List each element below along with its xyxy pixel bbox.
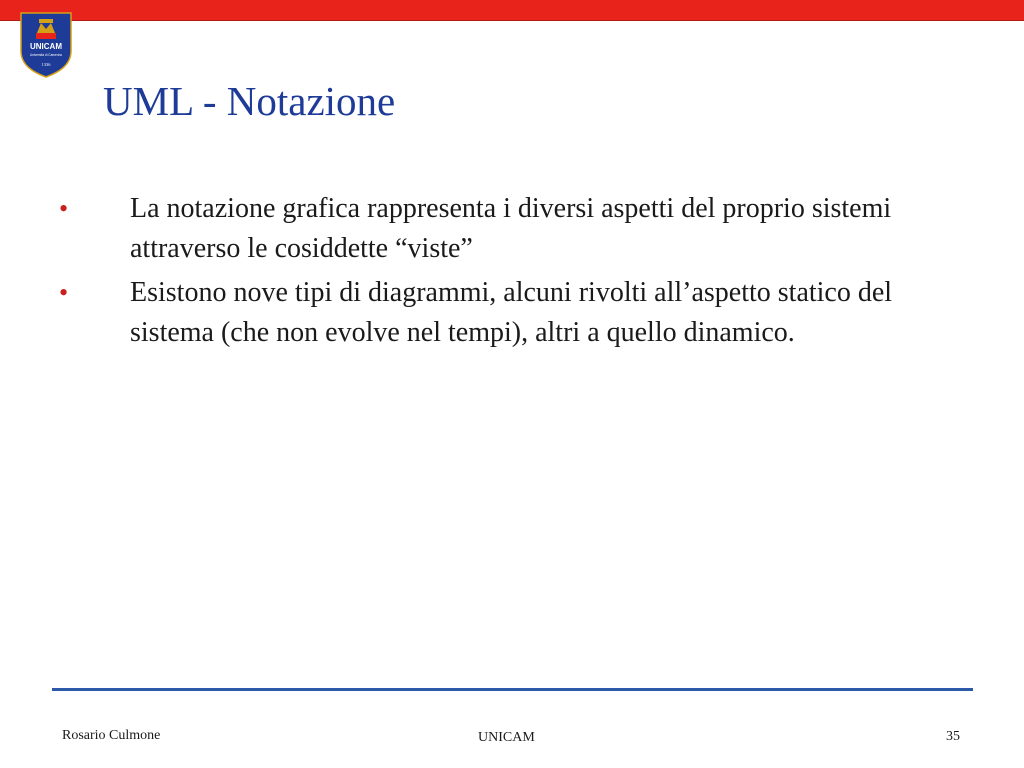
logo-year: 1336 bbox=[41, 62, 51, 67]
logo-text: UNICAM bbox=[30, 42, 62, 51]
logo-subtext: Università di Camerino bbox=[29, 53, 63, 57]
bullet-item bbox=[0, 189, 1024, 269]
unicam-logo bbox=[17, 11, 75, 79]
footer-author: Rosario Culmone bbox=[62, 728, 161, 743]
top-red-band bbox=[0, 0, 1024, 21]
bullet-list bbox=[0, 189, 1024, 357]
shield-emblem-icon bbox=[17, 11, 75, 79]
page-number: 35 bbox=[946, 729, 960, 744]
bullet-text: La notazione grafica rappresenta i diversi aspetti del proprio sistemi attraverso le cosiddette “viste” bbox=[130, 193, 892, 264]
slide-title: UML - Notazione bbox=[103, 78, 396, 124]
bullet-item bbox=[0, 273, 1024, 353]
bullet-icon: • bbox=[59, 194, 69, 223]
bullet-text: Esistono nove tipi di diagrammi, alcuni rivolti all’aspetto statico del sistema (che non evolve nel tempi), altri a quello dinamico. bbox=[130, 277, 893, 348]
bullet-icon: • bbox=[59, 278, 69, 307]
footer-institution: UNICAM bbox=[478, 730, 535, 745]
footer-divider bbox=[52, 688, 973, 691]
